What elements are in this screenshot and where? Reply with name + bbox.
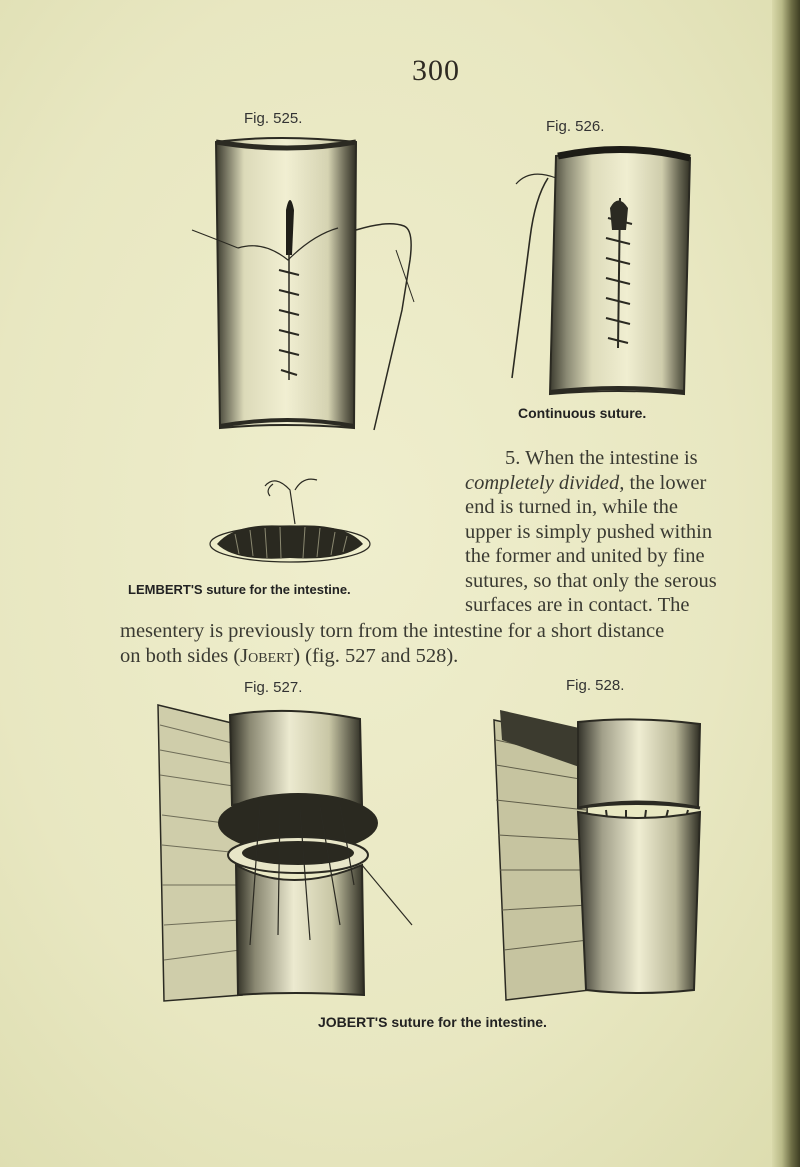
- fig-528-illustration: [478, 700, 718, 1005]
- paragraph-line: end is turned in, while the: [465, 496, 678, 518]
- lembert-illustration: [195, 466, 375, 566]
- fig-525-label: Fig. 525.: [244, 110, 303, 127]
- page-number: 300: [412, 54, 460, 87]
- emphasis-text: completely divided,: [465, 471, 625, 494]
- paragraph-line-emphasis: completely divided, the lower: [465, 471, 707, 494]
- jobert-caption: JOBERT'S suture for the intestine.: [318, 1014, 547, 1030]
- continuation-line: [120, 644, 770, 669]
- fig-525-illustration: [178, 130, 438, 435]
- paragraph-5: [465, 446, 770, 618]
- fig-528-label: Fig. 528.: [566, 677, 625, 694]
- lembert-caption: LEMBERT'S suture for the intestine.: [128, 582, 351, 597]
- paragraph-line: 5. When the intestine is: [505, 447, 698, 469]
- paragraph-line: the former and united by fine: [465, 545, 705, 567]
- author-name: Jobert: [240, 644, 294, 667]
- fig-527-illustration: [150, 695, 420, 1005]
- fig-526-illustration: [500, 138, 710, 403]
- paragraph-continuation: [120, 619, 770, 668]
- fig-526-label: Fig. 526.: [546, 118, 605, 135]
- continuation-line: mesentery is previously torn from the intestine for a short distance: [120, 620, 665, 642]
- fig-527-label: Fig. 527.: [244, 679, 303, 696]
- paragraph-line: sutures, so that only the serous: [465, 569, 717, 592]
- paragraph-line: surfaces are in contact. The: [465, 594, 690, 616]
- continuation-text: on both sides (: [120, 644, 241, 667]
- paragraph-line: upper is simply pushed within: [465, 520, 713, 543]
- page-edge-shadow: [772, 0, 800, 1167]
- continuation-text: ) (fig. 527 and 528).: [293, 644, 459, 667]
- fig-526-caption: Continuous suture.: [518, 405, 647, 421]
